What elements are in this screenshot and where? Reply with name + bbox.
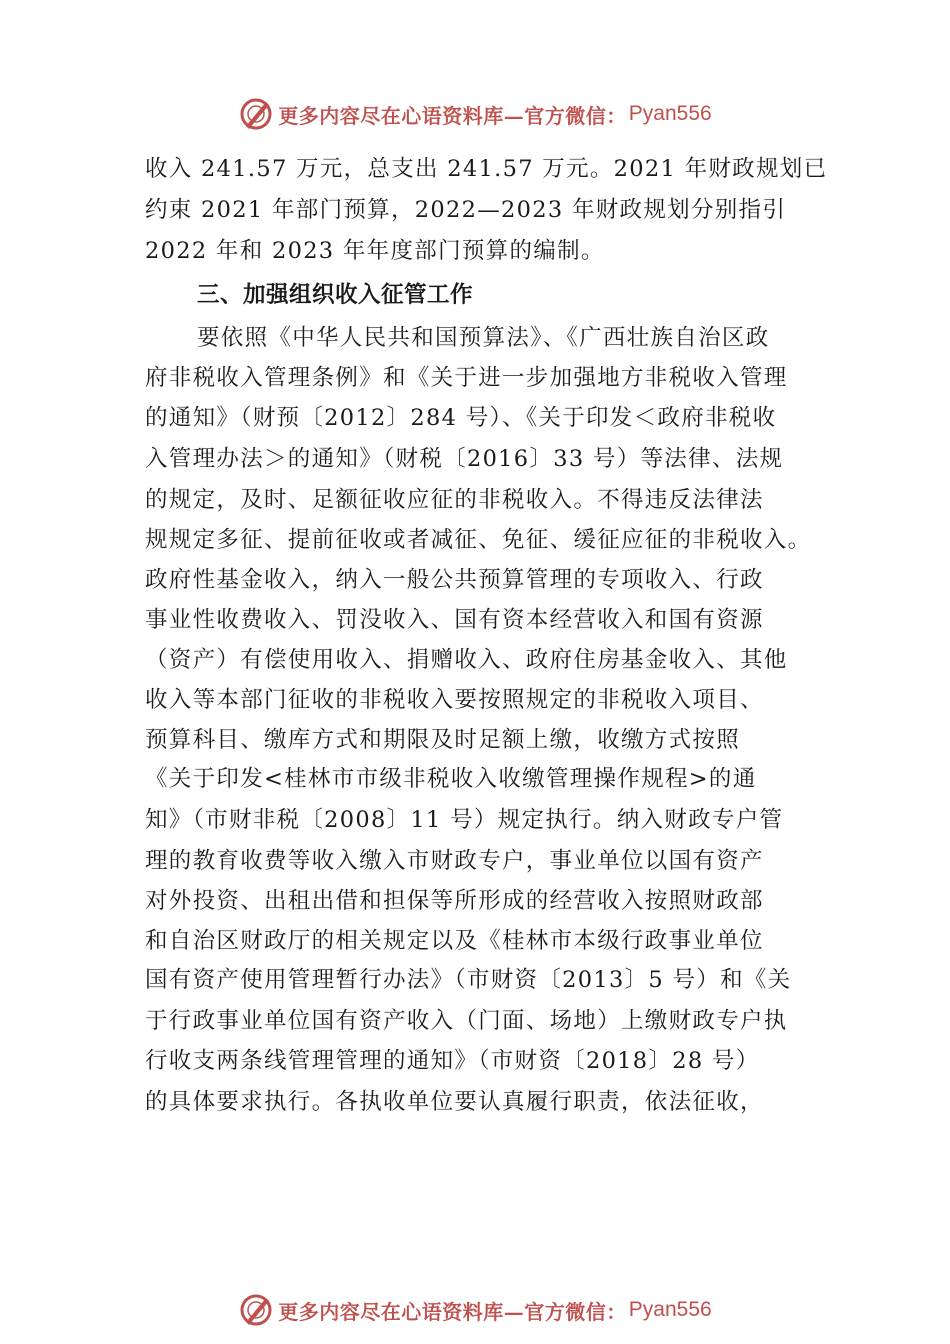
text-line: 2022 年和 2023 年年度部门预算的编制。 xyxy=(145,238,605,264)
text-line: 的通知》（财预〔2012〕284 号）、《关于印发＜政府非税收 xyxy=(145,405,777,431)
text-line: 要依照《中华人民共和国预算法》、《广西壮族自治区政 xyxy=(197,325,770,351)
header-banner xyxy=(0,94,950,134)
text-line: 收入 241.57 万元，总支出 241.57 万元。2021 年财政规划已 xyxy=(145,156,828,182)
text-line: 收入等本部门征收的非税收入要按照规定的非税收入项目、 xyxy=(145,687,764,713)
text-line: 和自治区财政厅的相关规定以及《桂林市本级行政事业单位 xyxy=(145,928,764,954)
text-line: 理的教育收费等收入缴入市财政专户，事业单位以国有资产 xyxy=(145,848,764,874)
banner-account: Pyan556 xyxy=(628,1298,712,1321)
text-line: 的规定，及时、足额征收应征的非税收入。不得违反法律法 xyxy=(145,487,764,513)
pen-seal-icon xyxy=(238,96,274,132)
banner-text: 更多内容尽在心语资料库—官方微信： xyxy=(278,103,627,128)
banner-account: Pyan556 xyxy=(628,102,712,125)
text-line: 《关于印发<桂林市市级非税收入收缴管理操作规程>的通 xyxy=(145,766,757,792)
text-line: 入管理办法＞的通知》（财税〔2016〕33 号）等法律、法规 xyxy=(145,446,784,472)
text-line: 预算科目、缴库方式和期限及时足额上缴，收缴方式按照 xyxy=(145,727,741,753)
text-line: 的具体要求执行。各执收单位要认真履行职责，依法征收， xyxy=(145,1089,764,1115)
text-line: 对外投资、出租出借和担保等所形成的经营收入按照财政部 xyxy=(145,888,764,914)
text-line: 规规定多征、提前征收或者减征、免征、缓征应征的非税收入。 xyxy=(145,527,812,553)
text-line: 国有资产使用管理暂行办法》（市财资〔2013〕5 号）和《关 xyxy=(145,967,792,993)
text-line: 行收支两条线管理管理的通知》（市财资〔2018〕28 号） xyxy=(145,1048,760,1074)
text-line: 府非税收入管理条例》和《关于进一步加强地方非税收入管理 xyxy=(145,365,788,391)
section-heading: 三、加强组织收入征管工作 xyxy=(197,282,474,308)
text-line: 事业性收费收入、罚没收入、国有资本经营收入和国有资源 xyxy=(145,607,764,633)
footer-banner xyxy=(0,1290,950,1330)
text-line: 知》（市财非税〔2008〕11 号）规定执行。纳入财政专户管 xyxy=(145,807,784,833)
banner-text: 更多内容尽在心语资料库—官方微信： xyxy=(278,1299,627,1324)
pen-seal-icon xyxy=(238,1292,274,1328)
text-line: （资产）有偿使用收入、捐赠收入、政府住房基金收入、其他 xyxy=(145,647,788,673)
text-line: 于行政事业单位国有资产收入（门面、场地）上缴财政专户执 xyxy=(145,1008,788,1034)
text-line: 约束 2021 年部门预算，2022—2023 年财政规划分别指引 xyxy=(145,197,787,223)
text-line: 政府性基金收入，纳入一般公共预算管理的专项收入、行政 xyxy=(145,567,764,593)
